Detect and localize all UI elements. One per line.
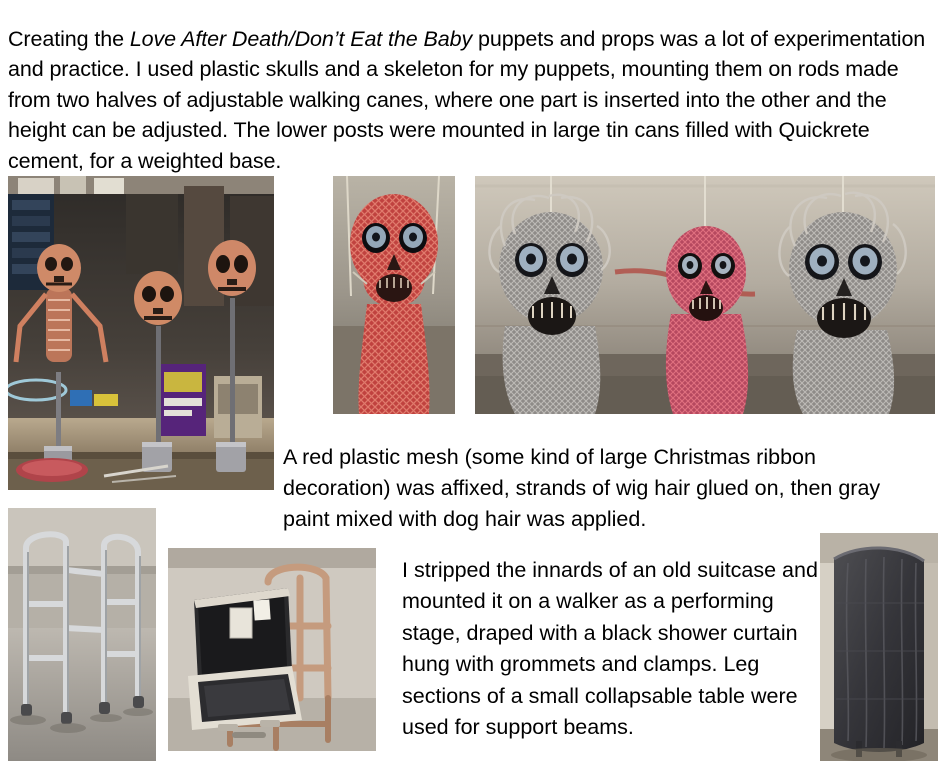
suitcase-stage-image	[168, 548, 376, 751]
aluminium-walker-image	[8, 508, 156, 761]
workbench-puppets-image	[8, 176, 274, 490]
photo-red-mesh-skull	[333, 176, 455, 414]
photo-aluminium-walker	[8, 508, 156, 761]
photo-workbench-puppets	[8, 176, 274, 490]
red-mesh-skull-image	[333, 176, 455, 414]
draped-stage-image	[820, 533, 938, 761]
paragraph-suitcase-stage: I stripped the innards of an old suitcase and mounted it on a walker as a performing stage, draped with a black shower curtain hung with grommets and clamps. Leg sections of a small collapsable table were used for support beams.	[402, 557, 818, 739]
photo-suitcase-stage	[168, 548, 376, 751]
photo-draped-stage	[820, 533, 938, 761]
intro-text-part1: Creating the	[8, 26, 130, 51]
paragraph-red-mesh: A red plastic mesh (some kind of large Christmas ribbon decoration) was affixed, strands of wig hair glued on, then gray paint mixed with dog hair was applied.	[283, 444, 881, 531]
intro-text-part2: puppets and props was a lot of experimentation and practice. I used plastic skulls and a skeleton for my puppets, mounting them on rods made from two halves of adjustable walking canes, where one part is inserted into the other and the height can be adjusted. The lower posts were mounted in large tin cans filled with Quickrete cement, for a weighted base.	[8, 26, 926, 173]
three-finished-heads-image	[475, 176, 935, 414]
photo-three-finished-heads	[475, 176, 935, 414]
work-title: Love After Death/Don’t Eat the Baby	[129, 26, 473, 51]
paragraph-intro	[8, 24, 938, 177]
